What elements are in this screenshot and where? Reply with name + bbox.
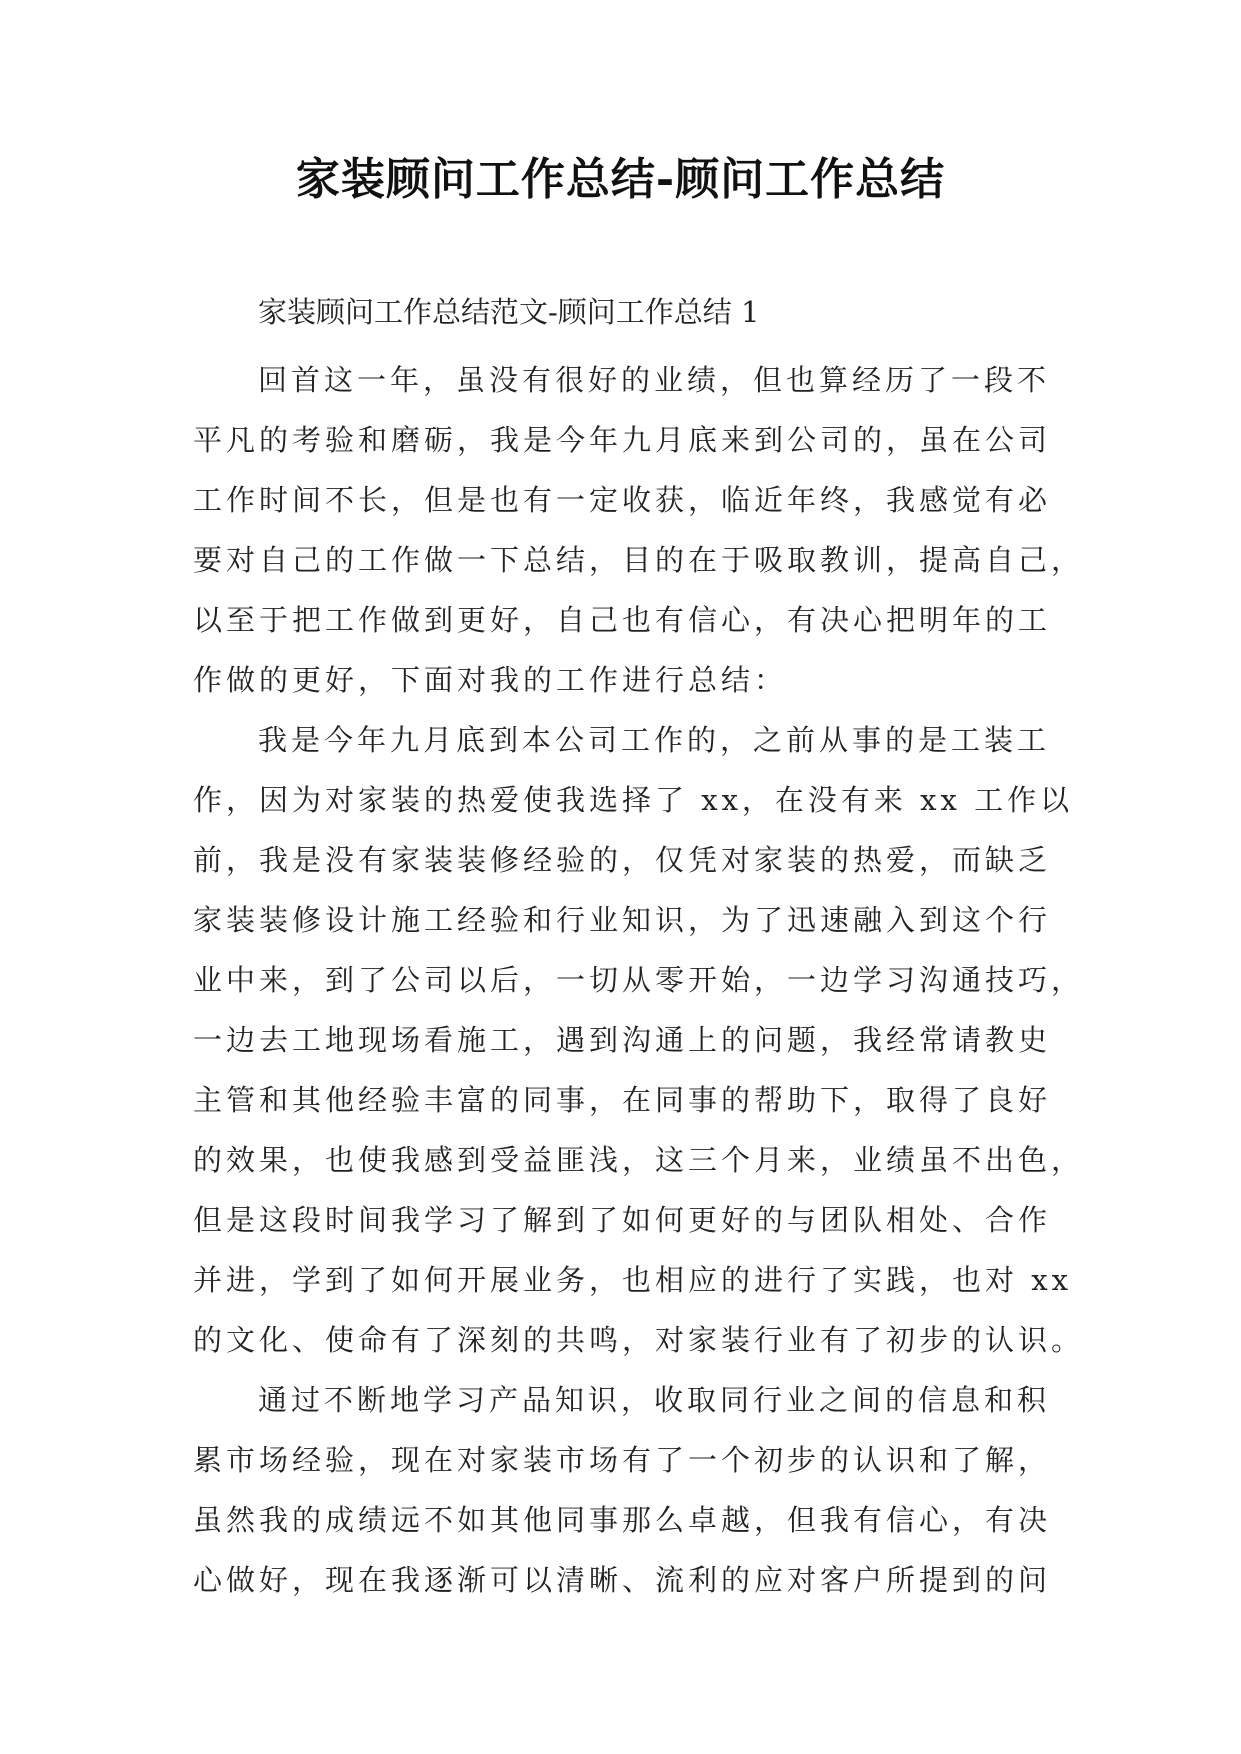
paragraph-line: 并进，学到了如何开展业务，也相应的进行了实践，也对 xx: [193, 1263, 1072, 1297]
paragraph-line: 的效果，也使我感到受益匪浅，这三个月来，业绩虽不出色，: [193, 1143, 1085, 1177]
paragraph-line: 作，因为对家装的热爱使我选择了 xx，在没有来 xx 工作以: [193, 783, 1074, 817]
paragraph-line: 平凡的考验和磨砺，我是今年九月底来到公司的，虽在公司: [193, 423, 1052, 457]
paragraph-first-line: 通过不断地学习产品知识，收取同行业之间的信息和积: [258, 1383, 1051, 1417]
paragraph-line: 以至于把工作做到更好，自己也有信心，有决心把明年的工: [193, 603, 1052, 637]
paragraph-line: 虽然我的成绩远不如其他同事那么卓越，但我有信心，有决: [193, 1503, 1052, 1537]
paragraph-line: 心做好，现在我逐渐可以清晰、流利的应对客户所提到的问: [193, 1563, 1052, 1597]
document-title: 家装顾问工作总结-顾问工作总结: [295, 154, 946, 205]
document-subtitle: 家装顾问工作总结范文-顾问工作总结 1: [258, 295, 760, 329]
paragraph-first-line: 我是今年九月底到本公司工作的，之前从事的是工装工: [258, 723, 1051, 757]
paragraph-line: 要对自己的工作做一下总结，目的在于吸取教训，提高自己，: [193, 543, 1085, 577]
paragraph-line: 业中来，到了公司以后，一切从零开始，一边学习沟通技巧，: [193, 963, 1085, 997]
paragraph-line: 但是这段时间我学习了解到了如何更好的与团队相处、合作: [193, 1203, 1052, 1237]
paragraph-line: 家装装修设计施工经验和行业知识，为了迅速融入到这个行: [193, 903, 1052, 937]
paragraph-line: 的文化、使命有了深刻的共鸣，对家装行业有了初步的认识。: [193, 1323, 1085, 1357]
paragraph-line: 作做的更好，下面对我的工作进行总结：: [193, 663, 788, 697]
paragraph-line: 前，我是没有家装装修经验的，仅凭对家装的热爱，而缺乏: [193, 843, 1052, 877]
paragraph-first-line: 回首这一年，虽没有很好的业绩，但也算经历了一段不: [258, 363, 1051, 397]
document-body: [193, 350, 1085, 1610]
paragraph-line: 主管和其他经验丰富的同事，在同事的帮助下，取得了良好: [193, 1083, 1052, 1117]
paragraph-line: 工作时间不长，但是也有一定收获，临近年终，我感觉有必: [193, 483, 1052, 517]
paragraph-line: 一边去工地现场看施工，遇到沟通上的问题，我经常请教史: [193, 1023, 1052, 1057]
paragraph-line: 累市场经验，现在对家装市场有了一个初步的认识和了解，: [193, 1443, 1052, 1477]
